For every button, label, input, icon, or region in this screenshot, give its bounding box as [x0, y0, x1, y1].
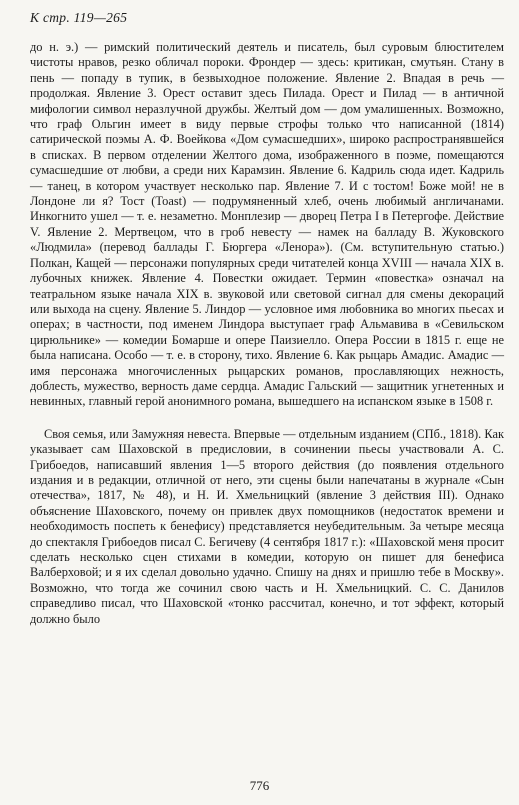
commentary-paragraph-2: Своя семья, или Замужняя невеста. Впервые — отдельным изданием (СПб., 1818). Как указывает сам Шаховской в предисловии, в сочинении пьесы участвовали А. С. Грибоедов, написавший явления 1—5 второго действия (до появления отдельного издания и в редакции, отличной от него, эти сцены были напечатаны в журнале «Сын отечества», 1817, № 48), и Н. И. Хмельницкий (явление 3 действия III). Однако объяснение Шаховского, почему он привлек двух помощников (недостаток времени и необходимость поспеть к бенефису) представляется неубедительным. За четыре месяца до спектакля Грибоедов писал С. Бегичеву (4 сентября 1817 г.): «Шаховской меня просит сделать несколько сцен стихами в комедии, которую он пишет для бенефиса Валберховой; и я их сделал довольно удачно. Спишу на днях и пришлю тебе в Москву». Возможно, что тогда же сочинил свою часть и Н. Хмельницкий. С. С. Данилов справедливо писал, что Шаховской «тонко рассчитал, конечно, и тот эффект, который должно было: [30, 426, 504, 626]
commentary-text: [30, 40, 504, 627]
commentary-paragraph-1: до н. э.) — римский политический деятель и писатель, был суровым блюстителем чистоты нравов, резко обличал пороки. Фрондер — здесь: критикан, смутьян. Стану в пень — попаду в тупик, в безвыходное положение. Явление 2. Впадая в речь — продолжая. Явление 3. Орест оставит здесь Пилада. Орест и Пилад — в античной мифологии символ неразлучной дружбы. Желтый дом — дом умалишенных. Возможно, что граф Ольгин имеет в виду первые строфы только что написанной (1814) сатирической поэмы А. Ф. Воейкова «Дом сумасшедших», широко распространявшейся в списках. В первом отделении Желтого дома, изображенного в поэме, помещаются сумасшедшие от любви, а среди них Карамзин. Явление 6. Кадриль сюда идет. Кадриль — танец, в котором участвует несколько пар. Явление 7. И с тостом! Боже мой! не в Лондоне ли я? Тост (Toast) — подрумяненный хлеб, очень любимый англичанами. Инкогнито ушел — т. е. незаметно. Монплезир — дворец Петра I в Петергофе. Действие V. Явление 2. Мертвецом, что в гроб невесту — намек на балладу В. Жуковского «Людмила» (перевод баллады Г. Бюргера «Ленора»). (См. вступительную статью.) Полкан, Кащей — персонажи популярных среди читателей конца XVIII — начала XIX в. лубочных книжек. Явление 4. Повестки ожидает. Термин «повестка» означал на театральном языке начала XIX в. звуковой или световой сигнал для смены декораций или выхода на сцену. Явление 5. Линдор — условное имя любовника во многих пьесах и операх; в частности, под именем Линдора выступает граф Альмавива в «Севильском цирюльнике» — комедии Бомарше и опере Паизиелло. Опера России в 1815 г. еще не была написана. Особо — т. е. в сторону, тихо. Явление 6. Как рыцарь Амадис. Амадис — имя персонажа многочисленных рыцарских романов, прославляющих нежность, доблесть, мужество, верность даме сердца. Амадис Гальский — защитник угнетенных и невинных, главный герой анонимного романа, вышедшего на испанском языке в 1508 г.: [30, 40, 504, 409]
page-number: 776: [249, 778, 270, 793]
running-header: К стр. 119—265: [30, 10, 128, 25]
